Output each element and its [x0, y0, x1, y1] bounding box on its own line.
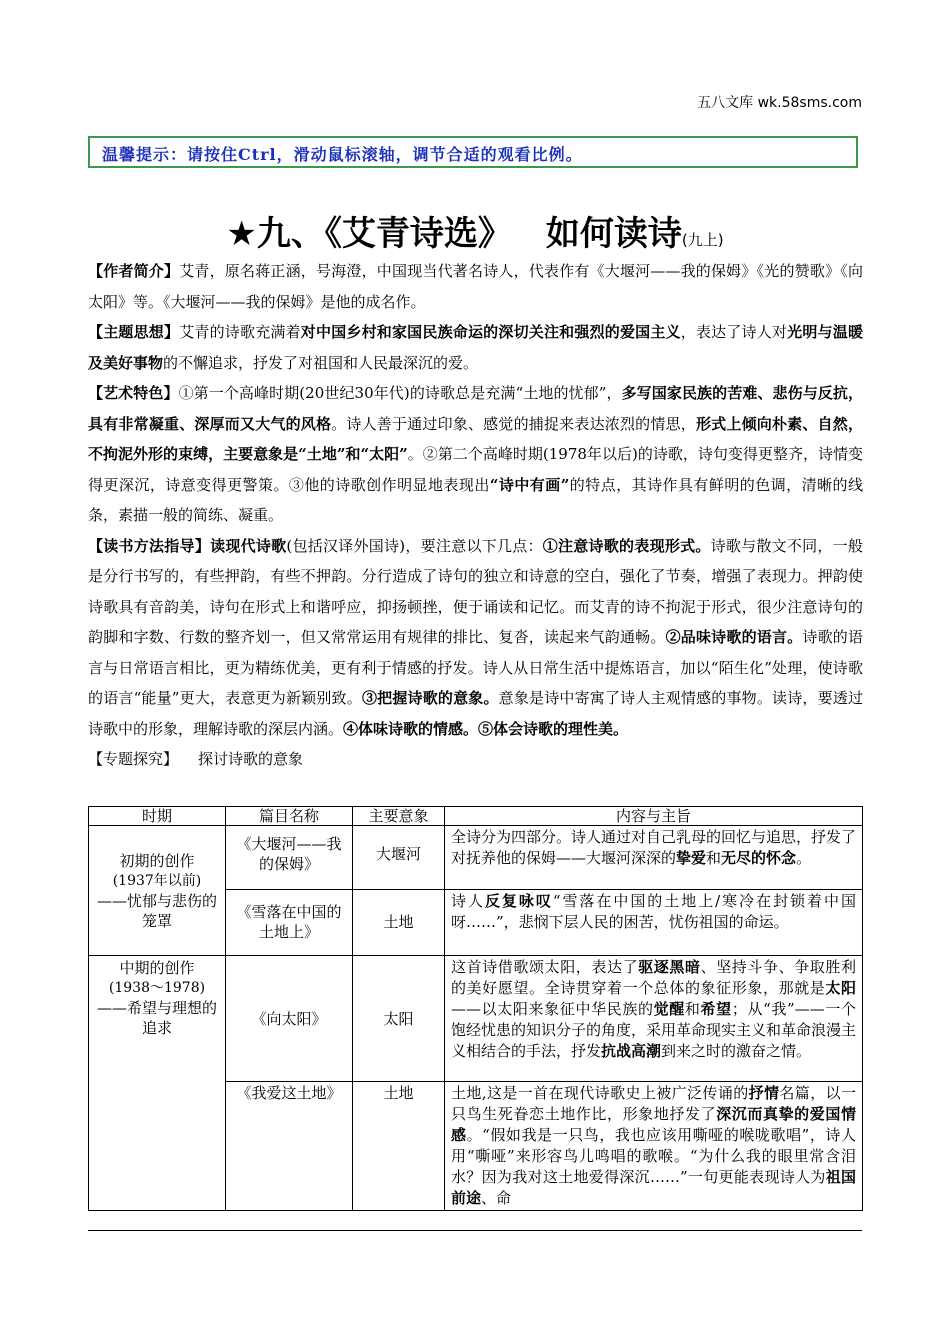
table-row: [89, 826, 863, 890]
title-sub: 如何读诗: [545, 214, 682, 254]
poem-content: 诗人反复咏叹“雪落在中国的土地上/寒冷在封锁着中国呀……”，悲悯下层人民的困苦，忧伤祖国的命运。: [445, 890, 863, 956]
topic-heading: 【专题探究】 探讨诗歌的意象: [88, 750, 304, 768]
site-watermark: 五八文库 wk.58sms.com: [697, 95, 862, 111]
poem-image: 太阳: [353, 956, 445, 1082]
theme-section: 【主题思想】艾青的诗歌充满着对中国乡村和家国民族命运的深切关注和强烈的爱国主义，表达了诗人对光明与温暖及美好事物的不懈追求，抒发了对祖国和人民最深沉的爱。: [88, 323, 863, 372]
poem-image: 土地: [353, 890, 445, 956]
poem-image: 大堰河: [353, 826, 445, 890]
reading-method: 【读书方法指导】读现代诗歌(包括汉译外国诗)，要注意以下几点：①注意诗歌的表现形式。诗歌与散文不同，一般是分行书写的，有些押韵，有些不押韵。分行造成了诗句的独立和诗意的空白，强化了节奏，增强了表现力。押韵使诗歌具有音韵美，诗句在形式上和谐呼应，抑扬顿挫，便于诵读和记忆。而艾青的诗不拘泥于形式，很少注意诗句的韵脚和字数、行数的整齐划一，但又常常运用有规律的排比、复沓，读起来气韵通畅。②品味诗歌的语言。诗歌的语言与日常语言相比，更为精练优美，更有利于情感的抒发。诗人从日常生活中提炼语言，加以“陌生化”处理，使诗歌的语言“能量”更大，表意更为新颖别致。③把握诗歌的意象。意象是诗中寄寓了诗人主观情感的事物。读诗，要透过诗歌中的形象，理解诗歌的深层内涵。④体味诗歌的情感。⑤体会诗歌的理性美。: [88, 536, 863, 738]
article-body: [88, 256, 863, 775]
poem-title: 《我爱这土地》: [226, 1082, 353, 1211]
author-intro: 【作者简介】艾青，原名蒋正涵，号海澄，中国现当代著名诗人，代表作有《大堰河——我的保姆》《光的赞歌》《向太阳》等。《大堰河——我的保姆》是他的成名作。: [88, 262, 863, 311]
poem-content: 土地,这是一首在现代诗歌史上被广泛传诵的抒情名篇，以一只鸟生死眷恋土地作比，形象地抒发了深沉而真挚的爱国情感。“假如我是一只鸟，我也应该用嘶哑的喉咙歌唱”，诗人用“嘶哑”来形容鸟儿鸣唱的歌喉。“为什么我的眼里常含泪水？因为我对这土地爱得深沉……”一句更能表现诗人为祖国前途、命: [445, 1082, 863, 1211]
header-title: 篇目名称: [226, 807, 353, 826]
poem-title: 《向太阳》: [226, 956, 353, 1082]
period-cell: 初期的创作 (1937年以前) ——忧郁与悲伤的笼罩: [89, 826, 226, 956]
poem-content: 这首诗借歌颂太阳，表达了驱逐黑暗、坚持斗争、争取胜利的美好愿望。全诗贯穿着一个总体的象征形象，那就是太阳——以太阳来象征中华民族的觉醒和希望；从“我”——一个饱经忧患的知识分子的角度，采用革命现实主义和革命浪漫主义相结合的手法，抒发抗战高潮到来之时的激奋之情。: [445, 956, 863, 1082]
viewing-tip-box: 温馨提示：请按住Ctrl，滑动鼠标滚轴，调节合适的观看比例。: [88, 136, 858, 168]
imagery-table: [88, 806, 863, 1211]
poem-image: 土地: [353, 1082, 445, 1211]
poem-content: 全诗分为四部分。诗人通过对自己乳母的回忆与追思，抒发了对抚养他的保姆——大堰河深深的挚爱和无尽的怀念。: [445, 826, 863, 890]
poem-title: 《大堰河——我的保姆》: [226, 826, 353, 890]
period-cell: 中期的创作 (1938～1978) ——希望与理想的追求: [89, 956, 226, 1211]
title-grade: (九上): [681, 231, 724, 249]
footer-divider: [88, 1230, 862, 1231]
title-main: ★九、《艾青诗选》: [226, 214, 512, 254]
header-image: 主要意象: [353, 807, 445, 826]
header-content: 内容与主旨: [445, 807, 863, 826]
header-period: 时期: [89, 807, 226, 826]
page-title: [0, 206, 950, 255]
poem-title: 《雪落在中国的土地上》: [226, 890, 353, 956]
table-header-row: [89, 807, 863, 826]
table-row: [89, 956, 863, 1082]
art-features: 【艺术特色】①第一个高峰时期(20世纪30年代)的诗歌总是充满“土地的忧郁”，多写国家民族的苦难、悲伤与反抗，具有非常凝重、深厚而又大气的风格。诗人善于通过印象、感觉的捕捉来表达浓烈的情思，形式上倾向朴素、自然，不拘泥外形的束缚，主要意象是“土地”和“太阳”。②第二个高峰时期(1978年以后)的诗歌，诗句变得更整齐，诗情变得更深沉，诗意变得更警策。③他的诗歌创作明显地表现出“诗中有画”的特点，其诗作具有鲜明的色调，清晰的线条，素描一般的简练、凝重。: [88, 384, 863, 524]
